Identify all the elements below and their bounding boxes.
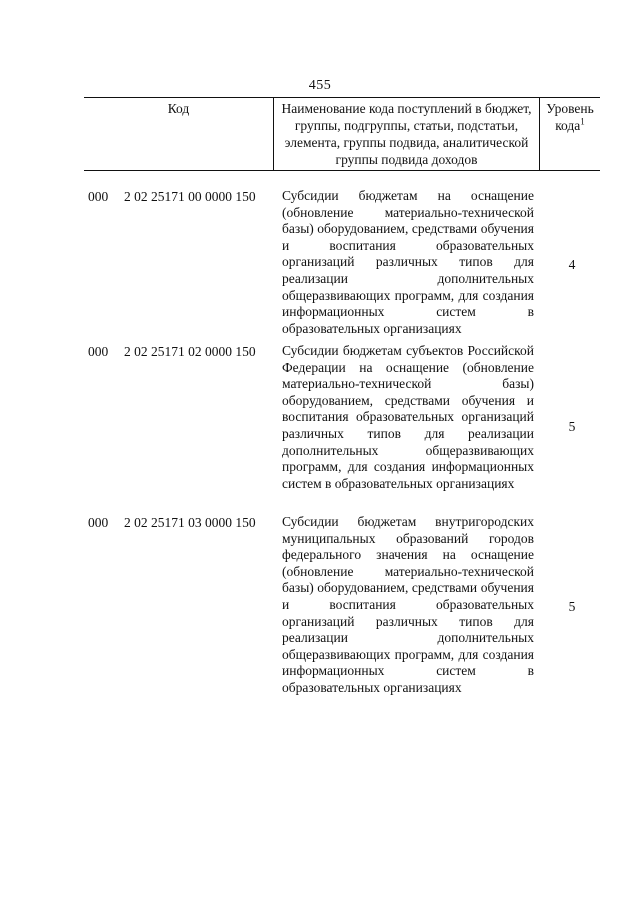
- header-name-label: Наименование кода поступлений в бюджет, группы, подгруппы, статьи, подстатьи, элемента, группы подвида, аналитической группы подвида доходов: [281, 101, 532, 167]
- header-code-column: [84, 98, 274, 170]
- row-prefix: 000: [88, 515, 109, 530]
- row-code: 2 02 25171 02 0000 150: [124, 344, 256, 359]
- row-description: Субсидии бюджетам на оснащение (обновление материально-технической базы) оборудованием, средствами обучения и воспитания образовательных организаций различных типов для реализации дополнительных общеразвивающих программ, для создания информационных систем в образовательных организациях: [282, 188, 534, 336]
- row-description: Субсидии бюджетам субъектов Российской Федерации на оснащение (обновление материально-технической базы) оборудованием, средствами обучения и воспитания образовательных организаций различных типов для реализации дополнительных общеразвивающих программ, для создания информационных систем в образовательных организациях: [282, 343, 534, 491]
- header-level-footnote: 1: [580, 116, 585, 127]
- header-level-label: Уровень кода: [546, 101, 594, 133]
- row-level: 5: [568, 419, 576, 434]
- row-prefix: 000: [88, 189, 109, 204]
- row-level: 5: [568, 599, 576, 614]
- row-description: Субсидии бюджетам внутригородских муниципальных образований городов федерального значения на оснащение (обновление материально-технической базы) оборудованием, средствами обучения и воспитания образовательных организаций различных типов для реализации дополнительных общеразвивающих программ, для создания информационных систем в образовательных организациях: [282, 514, 534, 695]
- header-code-label: Код: [167, 101, 190, 116]
- header-name-column: [274, 98, 540, 170]
- header-level-column: [540, 98, 600, 170]
- row-level: 4: [568, 257, 576, 272]
- row-code: 2 02 25171 00 0000 150: [124, 189, 256, 204]
- row-code: 2 02 25171 03 0000 150: [124, 515, 256, 530]
- page-number: 455: [308, 78, 332, 93]
- row-prefix: 000: [88, 344, 109, 359]
- table-header: [84, 97, 600, 171]
